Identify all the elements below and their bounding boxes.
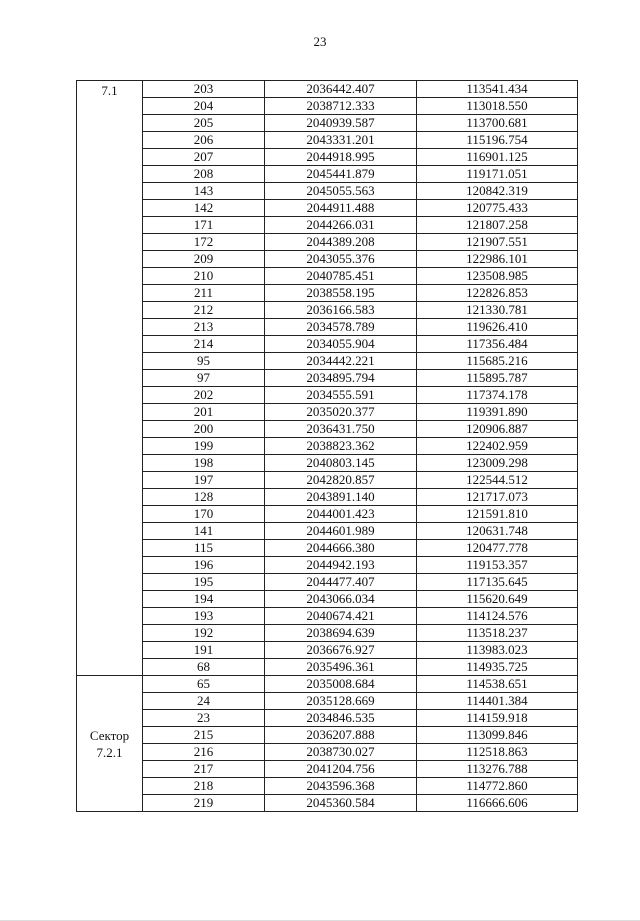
table-row bbox=[77, 336, 578, 353]
point-number-cell: 194 bbox=[143, 591, 265, 608]
point-number-cell: 170 bbox=[143, 506, 265, 523]
table-row bbox=[77, 251, 578, 268]
x-coordinate-cell: 2044001.423 bbox=[265, 506, 417, 523]
x-coordinate-cell: 2040785.451 bbox=[265, 268, 417, 285]
y-coordinate-cell: 121591.810 bbox=[417, 506, 578, 523]
y-coordinate-cell: 119626.410 bbox=[417, 319, 578, 336]
x-coordinate-cell: 2040674.421 bbox=[265, 608, 417, 625]
sector-label-line1: Сектор bbox=[89, 727, 130, 743]
y-coordinate-cell: 117356.484 bbox=[417, 336, 578, 353]
point-number-cell: 193 bbox=[143, 608, 265, 625]
y-coordinate-cell: 115196.754 bbox=[417, 132, 578, 149]
sector-label-line2: 7.2.1 bbox=[96, 744, 123, 760]
x-coordinate-cell: 2044666.380 bbox=[265, 540, 417, 557]
table-row bbox=[77, 659, 578, 676]
table-row bbox=[77, 302, 578, 319]
table-row bbox=[77, 591, 578, 608]
table-row bbox=[77, 353, 578, 370]
x-coordinate-cell: 2043331.201 bbox=[265, 132, 417, 149]
x-coordinate-cell: 2036676.927 bbox=[265, 642, 417, 659]
y-coordinate-cell: 116901.125 bbox=[417, 149, 578, 166]
x-coordinate-cell: 2034055.904 bbox=[265, 336, 417, 353]
y-coordinate-cell: 113700.681 bbox=[417, 115, 578, 132]
x-coordinate-cell: 2043596.368 bbox=[265, 778, 417, 795]
x-coordinate-cell: 2043055.376 bbox=[265, 251, 417, 268]
table-row bbox=[77, 625, 578, 642]
y-coordinate-cell: 120631.748 bbox=[417, 523, 578, 540]
y-coordinate-cell: 119171.051 bbox=[417, 166, 578, 183]
point-number-cell: 206 bbox=[143, 132, 265, 149]
x-coordinate-cell: 2035128.669 bbox=[265, 693, 417, 710]
x-coordinate-cell: 2041204.756 bbox=[265, 761, 417, 778]
x-coordinate-cell: 2034578.789 bbox=[265, 319, 417, 336]
x-coordinate-cell: 2045441.879 bbox=[265, 166, 417, 183]
point-number-cell: 65 bbox=[143, 676, 265, 693]
table-row bbox=[77, 132, 578, 149]
point-number-cell: 68 bbox=[143, 659, 265, 676]
point-number-cell: 207 bbox=[143, 149, 265, 166]
y-coordinate-cell: 114538.651 bbox=[417, 676, 578, 693]
point-number-cell: 205 bbox=[143, 115, 265, 132]
table-row bbox=[77, 455, 578, 472]
point-number-cell: 195 bbox=[143, 574, 265, 591]
y-coordinate-cell: 112518.863 bbox=[417, 744, 578, 761]
coordinates-table bbox=[76, 80, 578, 812]
point-number-cell: 171 bbox=[143, 217, 265, 234]
table-row bbox=[77, 200, 578, 217]
y-coordinate-cell: 121907.551 bbox=[417, 234, 578, 251]
table-row bbox=[77, 727, 578, 744]
y-coordinate-cell: 122986.101 bbox=[417, 251, 578, 268]
y-coordinate-cell: 117374.178 bbox=[417, 387, 578, 404]
table-row bbox=[77, 472, 578, 489]
table-row bbox=[77, 387, 578, 404]
point-number-cell: 203 bbox=[143, 81, 265, 98]
x-coordinate-cell: 2044918.995 bbox=[265, 149, 417, 166]
table-row bbox=[77, 676, 578, 693]
x-coordinate-cell: 2038694.639 bbox=[265, 625, 417, 642]
y-coordinate-cell: 120842.319 bbox=[417, 183, 578, 200]
y-coordinate-cell: 116666.606 bbox=[417, 795, 578, 812]
table-row bbox=[77, 608, 578, 625]
point-number-cell: 196 bbox=[143, 557, 265, 574]
table-row bbox=[77, 438, 578, 455]
x-coordinate-cell: 2038730.027 bbox=[265, 744, 417, 761]
point-number-cell: 192 bbox=[143, 625, 265, 642]
table-row bbox=[77, 421, 578, 438]
point-number-cell: 172 bbox=[143, 234, 265, 251]
point-number-cell: 95 bbox=[143, 353, 265, 370]
x-coordinate-cell: 2038558.195 bbox=[265, 285, 417, 302]
y-coordinate-cell: 119391.890 bbox=[417, 404, 578, 421]
point-number-cell: 141 bbox=[143, 523, 265, 540]
point-number-cell: 211 bbox=[143, 285, 265, 302]
y-coordinate-cell: 114401.384 bbox=[417, 693, 578, 710]
point-number-cell: 143 bbox=[143, 183, 265, 200]
point-number-cell: 210 bbox=[143, 268, 265, 285]
point-number-cell: 212 bbox=[143, 302, 265, 319]
y-coordinate-cell: 117135.645 bbox=[417, 574, 578, 591]
table-row bbox=[77, 557, 578, 574]
point-number-cell: 219 bbox=[143, 795, 265, 812]
point-number-cell: 204 bbox=[143, 98, 265, 115]
y-coordinate-cell: 122402.959 bbox=[417, 438, 578, 455]
y-coordinate-cell: 114772.860 bbox=[417, 778, 578, 795]
point-number-cell: 209 bbox=[143, 251, 265, 268]
table-row bbox=[77, 115, 578, 132]
table-row bbox=[77, 795, 578, 812]
y-coordinate-cell: 122826.853 bbox=[417, 285, 578, 302]
x-coordinate-cell: 2038712.333 bbox=[265, 98, 417, 115]
y-coordinate-cell: 121807.258 bbox=[417, 217, 578, 234]
sector-label: 7.1 bbox=[101, 83, 118, 98]
point-number-cell: 142 bbox=[143, 200, 265, 217]
x-coordinate-cell: 2044389.208 bbox=[265, 234, 417, 251]
point-number-cell: 197 bbox=[143, 472, 265, 489]
point-number-cell: 202 bbox=[143, 387, 265, 404]
table-row bbox=[77, 268, 578, 285]
x-coordinate-cell: 2045360.584 bbox=[265, 795, 417, 812]
y-coordinate-cell: 122544.512 bbox=[417, 472, 578, 489]
x-coordinate-cell: 2044942.193 bbox=[265, 557, 417, 574]
y-coordinate-cell: 120906.887 bbox=[417, 421, 578, 438]
x-coordinate-cell: 2038823.362 bbox=[265, 438, 417, 455]
table-row bbox=[77, 217, 578, 234]
x-coordinate-cell: 2043066.034 bbox=[265, 591, 417, 608]
point-number-cell: 115 bbox=[143, 540, 265, 557]
x-coordinate-cell: 2043891.140 bbox=[265, 489, 417, 506]
x-coordinate-cell: 2045055.563 bbox=[265, 183, 417, 200]
x-coordinate-cell: 2042820.857 bbox=[265, 472, 417, 489]
y-coordinate-cell: 120477.778 bbox=[417, 540, 578, 557]
x-coordinate-cell: 2034555.591 bbox=[265, 387, 417, 404]
y-coordinate-cell: 123009.298 bbox=[417, 455, 578, 472]
y-coordinate-cell: 121717.073 bbox=[417, 489, 578, 506]
x-coordinate-cell: 2034895.794 bbox=[265, 370, 417, 387]
x-coordinate-cell: 2035496.361 bbox=[265, 659, 417, 676]
table-row bbox=[77, 234, 578, 251]
table-row bbox=[77, 285, 578, 302]
table-row bbox=[77, 574, 578, 591]
point-number-cell: 213 bbox=[143, 319, 265, 336]
y-coordinate-cell: 113018.550 bbox=[417, 98, 578, 115]
y-coordinate-cell: 114124.576 bbox=[417, 608, 578, 625]
point-number-cell: 97 bbox=[143, 370, 265, 387]
x-coordinate-cell: 2044601.989 bbox=[265, 523, 417, 540]
table-row bbox=[77, 319, 578, 336]
x-coordinate-cell: 2036166.583 bbox=[265, 302, 417, 319]
table-body bbox=[77, 81, 578, 812]
x-coordinate-cell: 2044266.031 bbox=[265, 217, 417, 234]
y-coordinate-cell: 121330.781 bbox=[417, 302, 578, 319]
x-coordinate-cell: 2035008.684 bbox=[265, 676, 417, 693]
table-row bbox=[77, 693, 578, 710]
x-coordinate-cell: 2036442.407 bbox=[265, 81, 417, 98]
table-row bbox=[77, 370, 578, 387]
table-row bbox=[77, 183, 578, 200]
x-coordinate-cell: 2034846.535 bbox=[265, 710, 417, 727]
x-coordinate-cell: 2034442.221 bbox=[265, 353, 417, 370]
point-number-cell: 217 bbox=[143, 761, 265, 778]
x-coordinate-cell: 2035020.377 bbox=[265, 404, 417, 421]
table-row bbox=[77, 642, 578, 659]
y-coordinate-cell: 115685.216 bbox=[417, 353, 578, 370]
point-number-cell: 214 bbox=[143, 336, 265, 353]
point-number-cell: 24 bbox=[143, 693, 265, 710]
point-number-cell: 191 bbox=[143, 642, 265, 659]
table-row bbox=[77, 98, 578, 115]
y-coordinate-cell: 113276.788 bbox=[417, 761, 578, 778]
table-row bbox=[77, 540, 578, 557]
table-row bbox=[77, 166, 578, 183]
table-row bbox=[77, 149, 578, 166]
point-number-cell: 201 bbox=[143, 404, 265, 421]
y-coordinate-cell: 113099.846 bbox=[417, 727, 578, 744]
x-coordinate-cell: 2036431.750 bbox=[265, 421, 417, 438]
x-coordinate-cell: 2044911.488 bbox=[265, 200, 417, 217]
table-row bbox=[77, 489, 578, 506]
y-coordinate-cell: 113518.237 bbox=[417, 625, 578, 642]
y-coordinate-cell: 115620.649 bbox=[417, 591, 578, 608]
point-number-cell: 218 bbox=[143, 778, 265, 795]
point-number-cell: 200 bbox=[143, 421, 265, 438]
point-number-cell: 23 bbox=[143, 710, 265, 727]
table-row bbox=[77, 523, 578, 540]
table-row bbox=[77, 506, 578, 523]
x-coordinate-cell: 2040939.587 bbox=[265, 115, 417, 132]
y-coordinate-cell: 113983.023 bbox=[417, 642, 578, 659]
table-row bbox=[77, 778, 578, 795]
y-coordinate-cell: 115895.787 bbox=[417, 370, 578, 387]
table-row bbox=[77, 710, 578, 727]
point-number-cell: 215 bbox=[143, 727, 265, 744]
sector-cell bbox=[77, 81, 143, 676]
point-number-cell: 198 bbox=[143, 455, 265, 472]
table-row bbox=[77, 81, 578, 98]
table-row bbox=[77, 761, 578, 778]
x-coordinate-cell: 2036207.888 bbox=[265, 727, 417, 744]
x-coordinate-cell: 2040803.145 bbox=[265, 455, 417, 472]
table-row bbox=[77, 404, 578, 421]
y-coordinate-cell: 119153.357 bbox=[417, 557, 578, 574]
page-number: 23 bbox=[313, 34, 327, 49]
y-coordinate-cell: 114935.725 bbox=[417, 659, 578, 676]
x-coordinate-cell: 2044477.407 bbox=[265, 574, 417, 591]
point-number-cell: 199 bbox=[143, 438, 265, 455]
sector-cell bbox=[77, 676, 143, 812]
y-coordinate-cell: 120775.433 bbox=[417, 200, 578, 217]
y-coordinate-cell: 114159.918 bbox=[417, 710, 578, 727]
point-number-cell: 208 bbox=[143, 166, 265, 183]
point-number-cell: 216 bbox=[143, 744, 265, 761]
y-coordinate-cell: 123508.985 bbox=[417, 268, 578, 285]
point-number-cell: 128 bbox=[143, 489, 265, 506]
y-coordinate-cell: 113541.434 bbox=[417, 81, 578, 98]
table-row bbox=[77, 744, 578, 761]
